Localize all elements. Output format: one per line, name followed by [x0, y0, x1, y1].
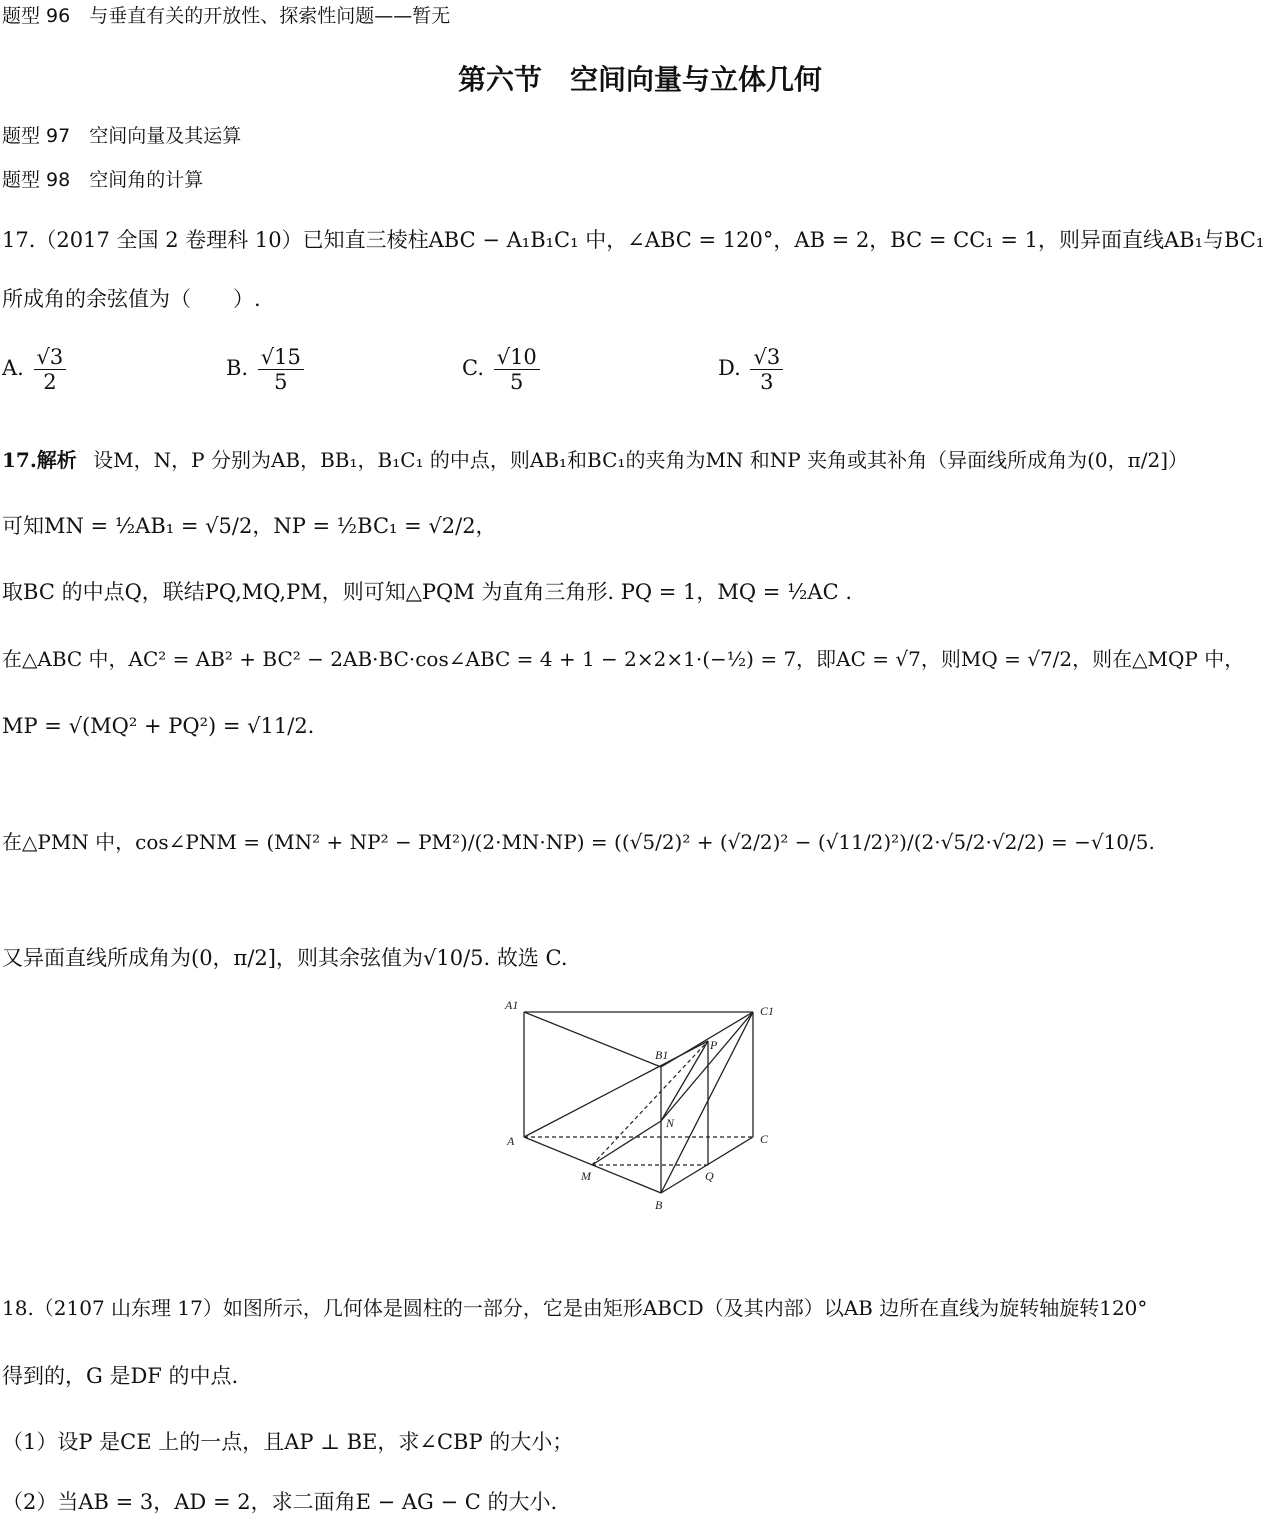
problem-18-line1: 18.（2107 山东理 17）如图所示，几何体是圆柱的一部分，它是由矩形ABCD（及其内部）以AB 边所在直线为旋转轴旋转120°: [2, 1296, 1148, 1320]
option-d: D. $\frac{√3}{3}$: [718, 345, 786, 394]
label-a1: A1: [505, 998, 519, 1012]
label-n: N: [666, 1116, 675, 1130]
label-c1: C1: [760, 1004, 775, 1018]
section-title: 第六节 空间向量与立体几何: [457, 63, 822, 96]
problem-17-line1: 17.（2017 全国 2 卷理科 10）已知直三棱柱ABC − A₁B₁C₁ 中，∠ABC = 120°，AB = 2，BC = CC₁ = 1，则异面直线AB₁与BC₁: [2, 228, 1265, 252]
label-p: P: [710, 1038, 718, 1052]
solution-17-line1: 17.解析 设M，N，P 分别为AB，BB₁，B₁C₁ 的中点，则AB₁和BC₁的夹角为MN 和NP 夹角或其补角（异面线所成角为(0，π/2]）: [2, 448, 1189, 472]
problem-18-part2: （2）当AB = 3，AD = 2，求二面角E − AG − C 的大小.: [2, 1490, 558, 1514]
problem-17-line2: 所成角的余弦值为（ ）.: [2, 287, 261, 311]
problem-18-part1: （1）设P 是CE 上的一点，且AP ⊥ BE，求∠CBP 的大小；: [2, 1430, 574, 1454]
label-b: B: [655, 1198, 663, 1212]
prism-figure: [495, 995, 795, 1220]
solution-17-line7: 又异面直线所成角为(0，π/2]，则其余弦值为√10/5. 故选 C.: [2, 946, 568, 970]
solution-17-line4: 在△ABC 中，AC² = AB² + BC² − 2AB·BC·cos∠ABC = 4 + 1 − 2×2×1·(−½) = 7，即AC = √7，则MQ = √7/2，则在△MQP 中，: [2, 647, 1245, 671]
solution-17-line3: 取BC 的中点Q，联结PQ,MQ,PM，则可知△PQM 为直角三角形. PQ = 1，MQ = ½AC .: [2, 580, 853, 604]
topic-96-heading: 题型 96 与垂直有关的开放性、探索性问题——暂无: [2, 5, 451, 27]
label-c: C: [760, 1132, 769, 1146]
solution-17-line5: MP = √(MQ² + PQ²) = √11/2.: [2, 714, 315, 738]
solution-17-heading: 17.解析: [2, 448, 77, 472]
label-a: A: [507, 1134, 515, 1148]
solution-17-line6: 在△PMN 中，cos∠PNM = (MN² + NP² − PM²)/(2·MN·NP) = ((√5/2)² + (√2/2)² − (√11/2)²)/(2·√5/2·√2/2) = −√10/5.: [2, 830, 1155, 854]
label-q: Q: [705, 1169, 714, 1183]
topic-97-heading: 题型 97 空间向量及其运算: [2, 125, 242, 147]
topic-98-heading: 题型 98 空间角的计算: [2, 169, 204, 191]
option-b: B. $\frac{√15}{5}$: [226, 345, 307, 394]
label-b1: B1: [655, 1048, 669, 1062]
problem-18-line2: 得到的，G 是DF 的中点.: [2, 1364, 239, 1388]
solution-17-line2: 可知MN = ½AB₁ = √5/2，NP = ½BC₁ = √2/2，: [2, 514, 497, 538]
label-m: M: [581, 1169, 591, 1183]
option-c: C. $\frac{√10}{5}$: [462, 345, 543, 394]
option-a: A. $\frac{√3}{2}$: [2, 345, 69, 394]
